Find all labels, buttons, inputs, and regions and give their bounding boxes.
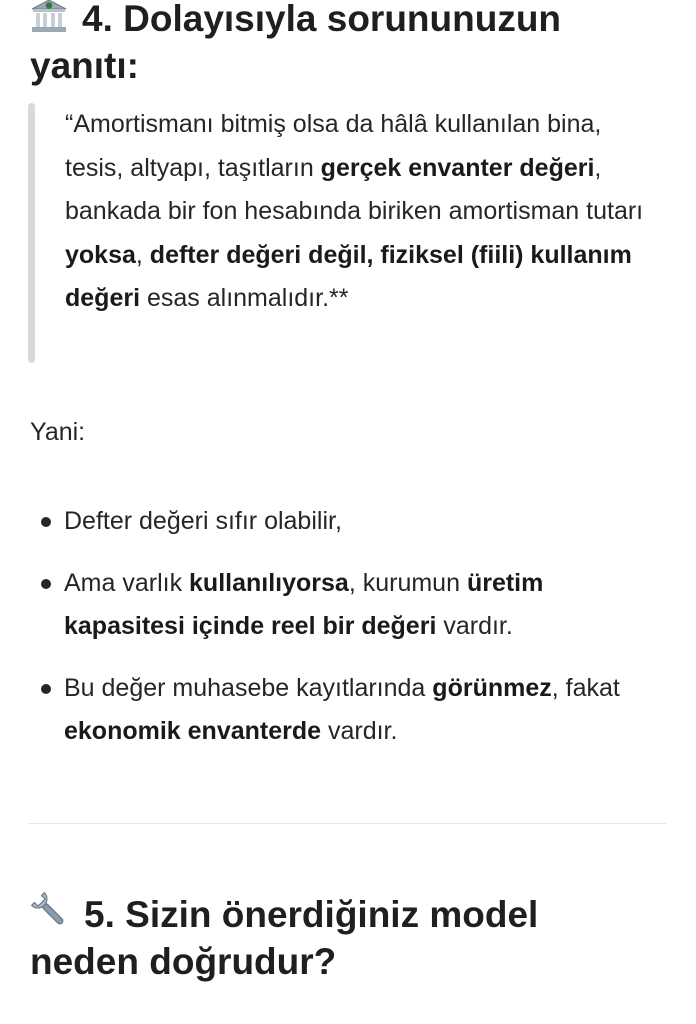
quote-bar bbox=[28, 103, 35, 363]
list-item-bold: ekonomik envanterde bbox=[64, 717, 322, 745]
quote-text-segment: , bankada bir fon hesabında biriken amortisman tutarı bbox=[65, 153, 644, 225]
quote-bold-segment: gerçek envanter değeri bbox=[320, 153, 595, 182]
blockquote bbox=[28, 103, 658, 363]
bullet-dot bbox=[41, 684, 51, 694]
quote-bold-segment: defter değeri değil, fiziksel (fiili) kullanım değeri bbox=[65, 240, 632, 312]
bank-icon bbox=[30, 0, 68, 44]
list-item-text: Ama varlık bbox=[64, 569, 190, 597]
bullet-dot bbox=[41, 579, 51, 589]
quote-bold-segment: yoksa bbox=[65, 240, 136, 269]
quote-text bbox=[65, 103, 655, 321]
divider bbox=[28, 823, 666, 824]
wrench-icon bbox=[30, 892, 70, 940]
paragraph-yani: Yani: bbox=[30, 418, 86, 446]
quote-text-segment: “Amortismanı bitmiş olsa da hâlâ kullanılan bina, tesis, altyapı, taşıtların bbox=[65, 110, 602, 182]
list-item-text: , kurumun bbox=[348, 569, 467, 597]
section-heading-5 bbox=[30, 892, 650, 984]
list-item-text: Defter değeri sıfır olabilir, bbox=[64, 507, 342, 535]
section-heading-5-text: 5. Sizin önerdiğiniz model neden doğrudur? bbox=[30, 894, 539, 982]
bullet-list bbox=[30, 500, 660, 772]
list-item bbox=[30, 562, 660, 648]
bullet-dot bbox=[41, 517, 51, 527]
section-heading-4-text: 4. Dolayısıyla sorununuzun yanıtı: bbox=[30, 0, 562, 86]
quote-text-segment: , bbox=[135, 240, 150, 269]
list-item bbox=[30, 500, 660, 543]
list-item-bold: görünmez bbox=[432, 674, 552, 702]
list-item-text: vardır. bbox=[436, 612, 513, 640]
list-item-text: Bu değer muhasebe kayıtlarında bbox=[64, 674, 433, 702]
list-item-bold: üretim kapasitesi içinde reel bir değeri bbox=[64, 569, 544, 640]
list-item-bold: kullanılıyorsa bbox=[189, 569, 349, 597]
list-item-text: vardır. bbox=[321, 717, 398, 745]
list-item bbox=[30, 667, 660, 753]
section-heading-4 bbox=[30, 0, 680, 88]
quote-text-segment: esas alınmalıdır.** bbox=[140, 284, 349, 312]
list-item-text: , fakat bbox=[551, 674, 620, 702]
